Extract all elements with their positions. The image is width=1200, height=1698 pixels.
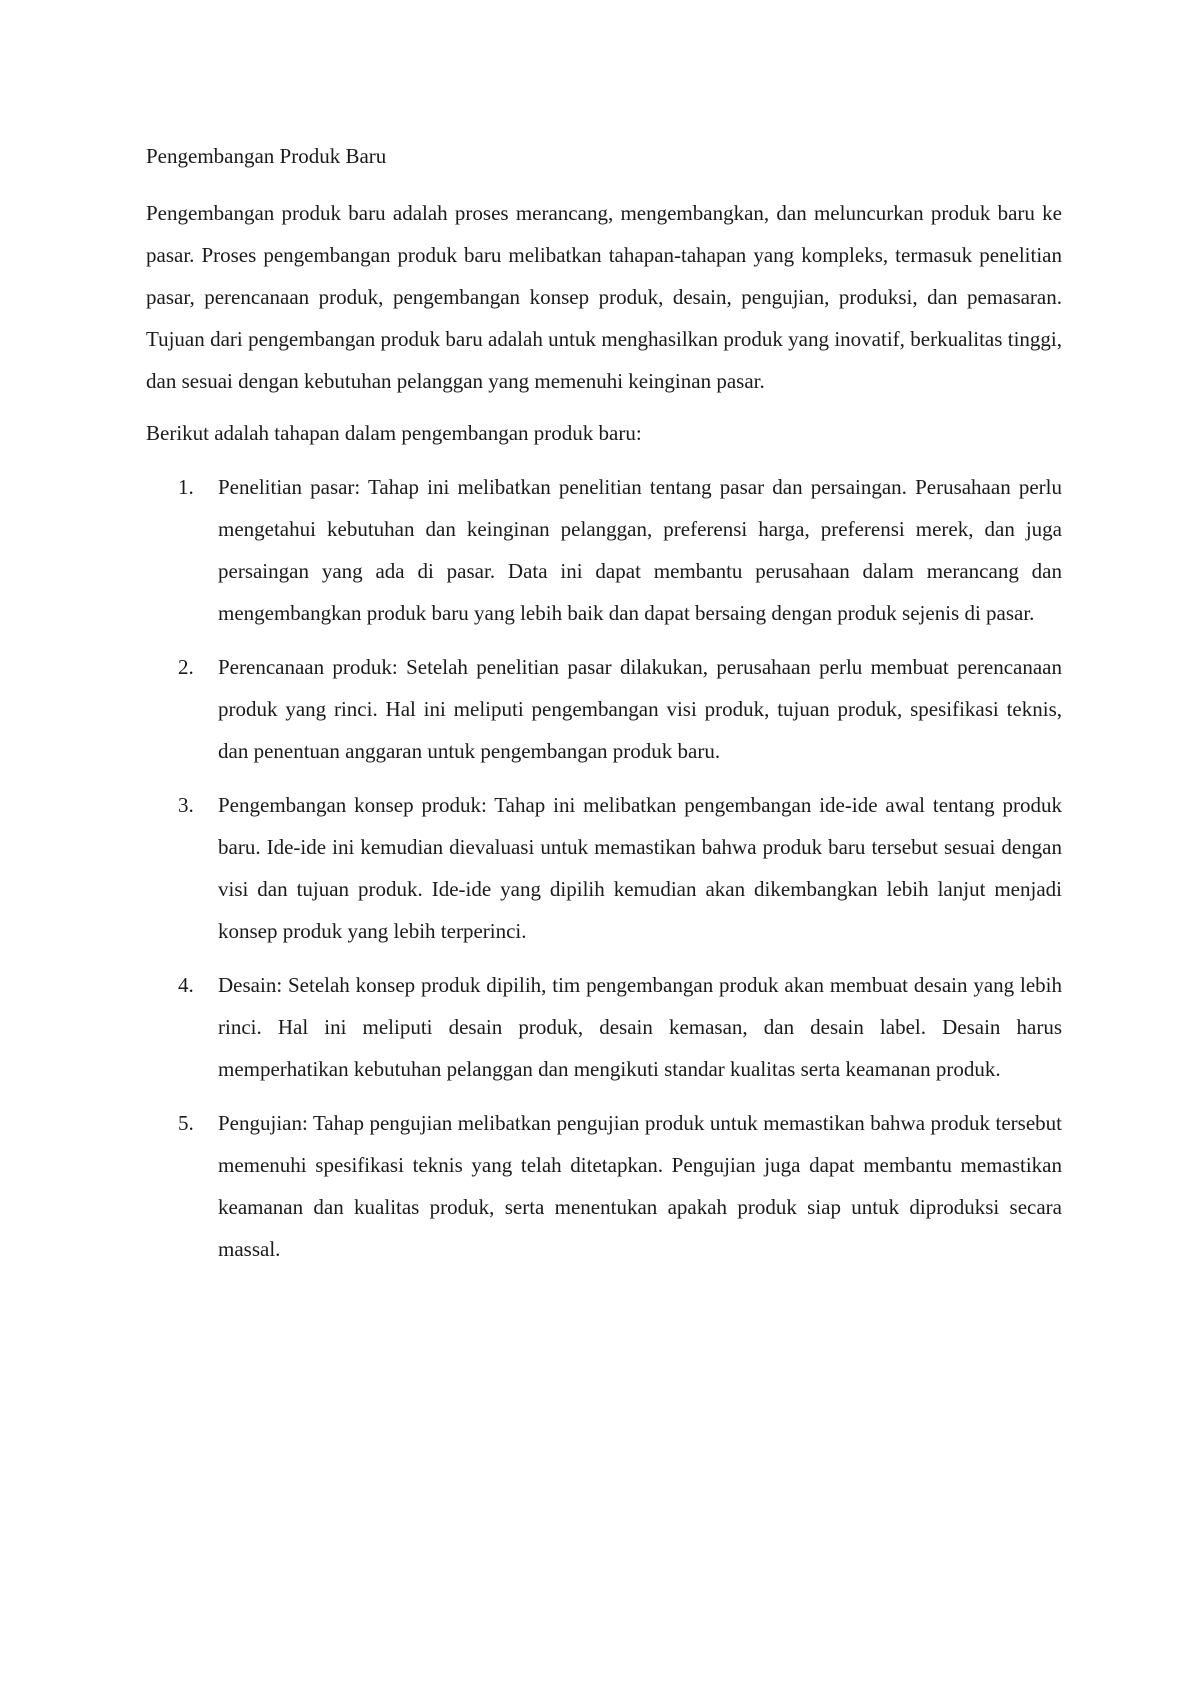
- steps-intro: Berikut adalah tahapan dalam pengembangan produk baru:: [146, 421, 642, 445]
- list-item-number: 5.: [178, 1111, 194, 1135]
- list-item-text: Perencanaan produk: Setelah penelitian pasar dilakukan, perusahaan perlu membuat perencanaan produk yang rinci. Hal ini meliputi pengembangan visi produk, tujuan produk, spesifikasi teknis, dan penentuan anggaran untuk pengembangan produk baru.: [218, 655, 1062, 763]
- list-item: [146, 1102, 1062, 1270]
- document-title: Pengembangan Produk Baru: [146, 144, 387, 168]
- list-item-number: 1.: [178, 475, 194, 499]
- list-item-text: Pengembangan konsep produk: Tahap ini melibatkan pengembangan ide-ide awal tentang produk baru. Ide-ide ini kemudian dievaluasi untuk memastikan bahwa produk baru tersebut sesuai dengan visi dan tujuan produk. Ide-ide yang dipilih kemudian akan dikembangkan lebih lanjut menjadi konsep produk yang lebih terperinci.: [218, 793, 1062, 943]
- steps-list: [146, 466, 1062, 1270]
- document-page: [146, 142, 1062, 1282]
- intro-paragraph: Pengembangan produk baru adalah proses merancang, mengembangkan, dan meluncurkan produk baru ke pasar. Proses pengembangan produk baru melibatkan tahapan-tahapan yang kompleks, termasuk penelitian pasar, perencanaan produk, pengembangan konsep produk, desain, pengujian, produksi, dan pemasaran. Tujuan dari pengembangan produk baru adalah untuk menghasilkan produk yang inovatif, berkualitas tinggi, dan sesuai dengan kebutuhan pelanggan yang memenuhi keinginan pasar.: [146, 201, 1062, 393]
- list-item-number: 4.: [178, 973, 194, 997]
- list-item: [146, 646, 1062, 772]
- list-item-number: 2.: [178, 655, 194, 679]
- list-item: [146, 784, 1062, 952]
- list-item-text: Penelitian pasar: Tahap ini melibatkan penelitian tentang pasar dan persaingan. Perusahaan perlu mengetahui kebutuhan dan keinginan pelanggan, preferensi harga, preferensi merek, dan juga persaingan yang ada di pasar. Data ini dapat membantu perusahaan dalam merancang dan mengembangkan produk baru yang lebih baik dan dapat bersaing dengan produk sejenis di pasar.: [218, 475, 1062, 625]
- list-item: [146, 964, 1062, 1090]
- list-item: [146, 466, 1062, 634]
- list-item-text: Pengujian: Tahap pengujian melibatkan pengujian produk untuk memastikan bahwa produk tersebut memenuhi spesifikasi teknis yang telah ditetapkan. Pengujian juga dapat membantu memastikan keamanan dan kualitas produk, serta menentukan apakah produk siap untuk diproduksi secara massal.: [218, 1111, 1062, 1261]
- list-item-number: 3.: [178, 793, 194, 817]
- list-item-text: Desain: Setelah konsep produk dipilih, tim pengembangan produk akan membuat desain yang lebih rinci. Hal ini meliputi desain produk, desain kemasan, dan desain label. Desain harus memperhatikan kebutuhan pelanggan dan mengikuti standar kualitas serta keamanan produk.: [218, 973, 1062, 1081]
